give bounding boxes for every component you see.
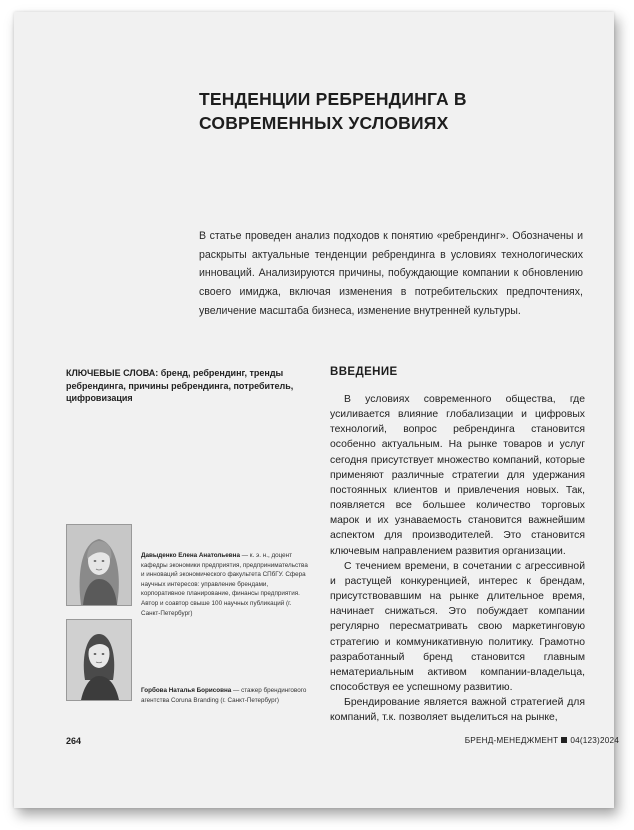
author-description: — к. э. н., доцент кафедры экономики предприятия, предпринимательства и инноваций экономического факультета СПбГУ. Сфера научных интересов: управление брендами, корпоративное планирование, финансы предприятия. Автор и соавтор свыше 100 научных публикаций (г. Санкт-Петербург): [141, 552, 308, 617]
author-bio-davydenko: [141, 551, 311, 618]
square-separator-icon: [561, 737, 567, 743]
author-name: Давыденко Елена Анатольевна: [141, 552, 240, 559]
keywords: КЛЮЧЕВЫЕ СЛОВА: бренд, ребрендинг, тренды ребрендинга, причины ребрендинга, потребитель, цифровизация: [66, 368, 294, 403]
author-photo-davydenko: [66, 524, 132, 606]
section-heading-introduction: ВВЕДЕНИЕ: [330, 366, 398, 378]
journal-issue: 04(123)2024: [570, 736, 619, 745]
journal-name: БРЕНД-МЕНЕДЖМЕНТ: [464, 736, 559, 745]
body-paragraph: С течением времени, в сочетании с агрессивной и растущей конкуренцией, интерес к брендам, присутствовавшим на рынке длительное время, начинает снижаться. Это побуждает компании регулярно пересматривать свою маркетинговую стратегию и коммуникативную политику. Грамотно разработанный бренд становится главным нематериальным активом компании-владельца, способствуя ее успешному развитию.: [330, 560, 585, 693]
portrait-image: [67, 620, 131, 700]
author-name: Горбова Наталья Борисовна: [141, 687, 232, 694]
introduction-body: [330, 392, 585, 725]
body-paragraph: В условиях современного общества, где усиливается влияние глобализации и цифровых технологий, вопрос ребрендинга становится особенно актуальным. На рынке товаров и услуг сегодня присутствует множество компаний, которые применяют различные стратегии для удержания постоянных клиентов и привлечения новых. Так, появляется все большее количество торговых марок и их узнаваемость становится важнейшим аспектом для производителей. Это становится ключевым направлением развития организации.: [330, 394, 585, 557]
article-abstract: В статье проведен анализ подходов к понятию «ребрендинг». Обозначены и раскрыты актуальные тенденции ребрендинга в условиях технологических инноваций. Анализируются причины, побуждающие компании к обновлению своего имиджа, включая изменения в потребительских предпочтениях, увеличение масштаба бизнеса, изменение внутренней культуры.: [199, 230, 583, 317]
body-paragraph: Брендирование является важной стратегией для компаний, т.к. позволяет выделиться на рынке,: [330, 697, 585, 724]
page-number: 264: [66, 736, 82, 746]
journal-footer: [465, 736, 619, 745]
article-title: ТЕНДЕНЦИИ РЕБРЕНДИНГА В СОВРЕМЕННЫХ УСЛОВИЯХ: [199, 89, 467, 133]
author-bio-gorbova: [141, 686, 311, 705]
portrait-image: [67, 525, 131, 605]
author-photo-gorbova: [66, 619, 132, 701]
author-description: — стажер брендингового агентства Coruna Branding (г. Санкт-Петербург): [141, 687, 307, 704]
